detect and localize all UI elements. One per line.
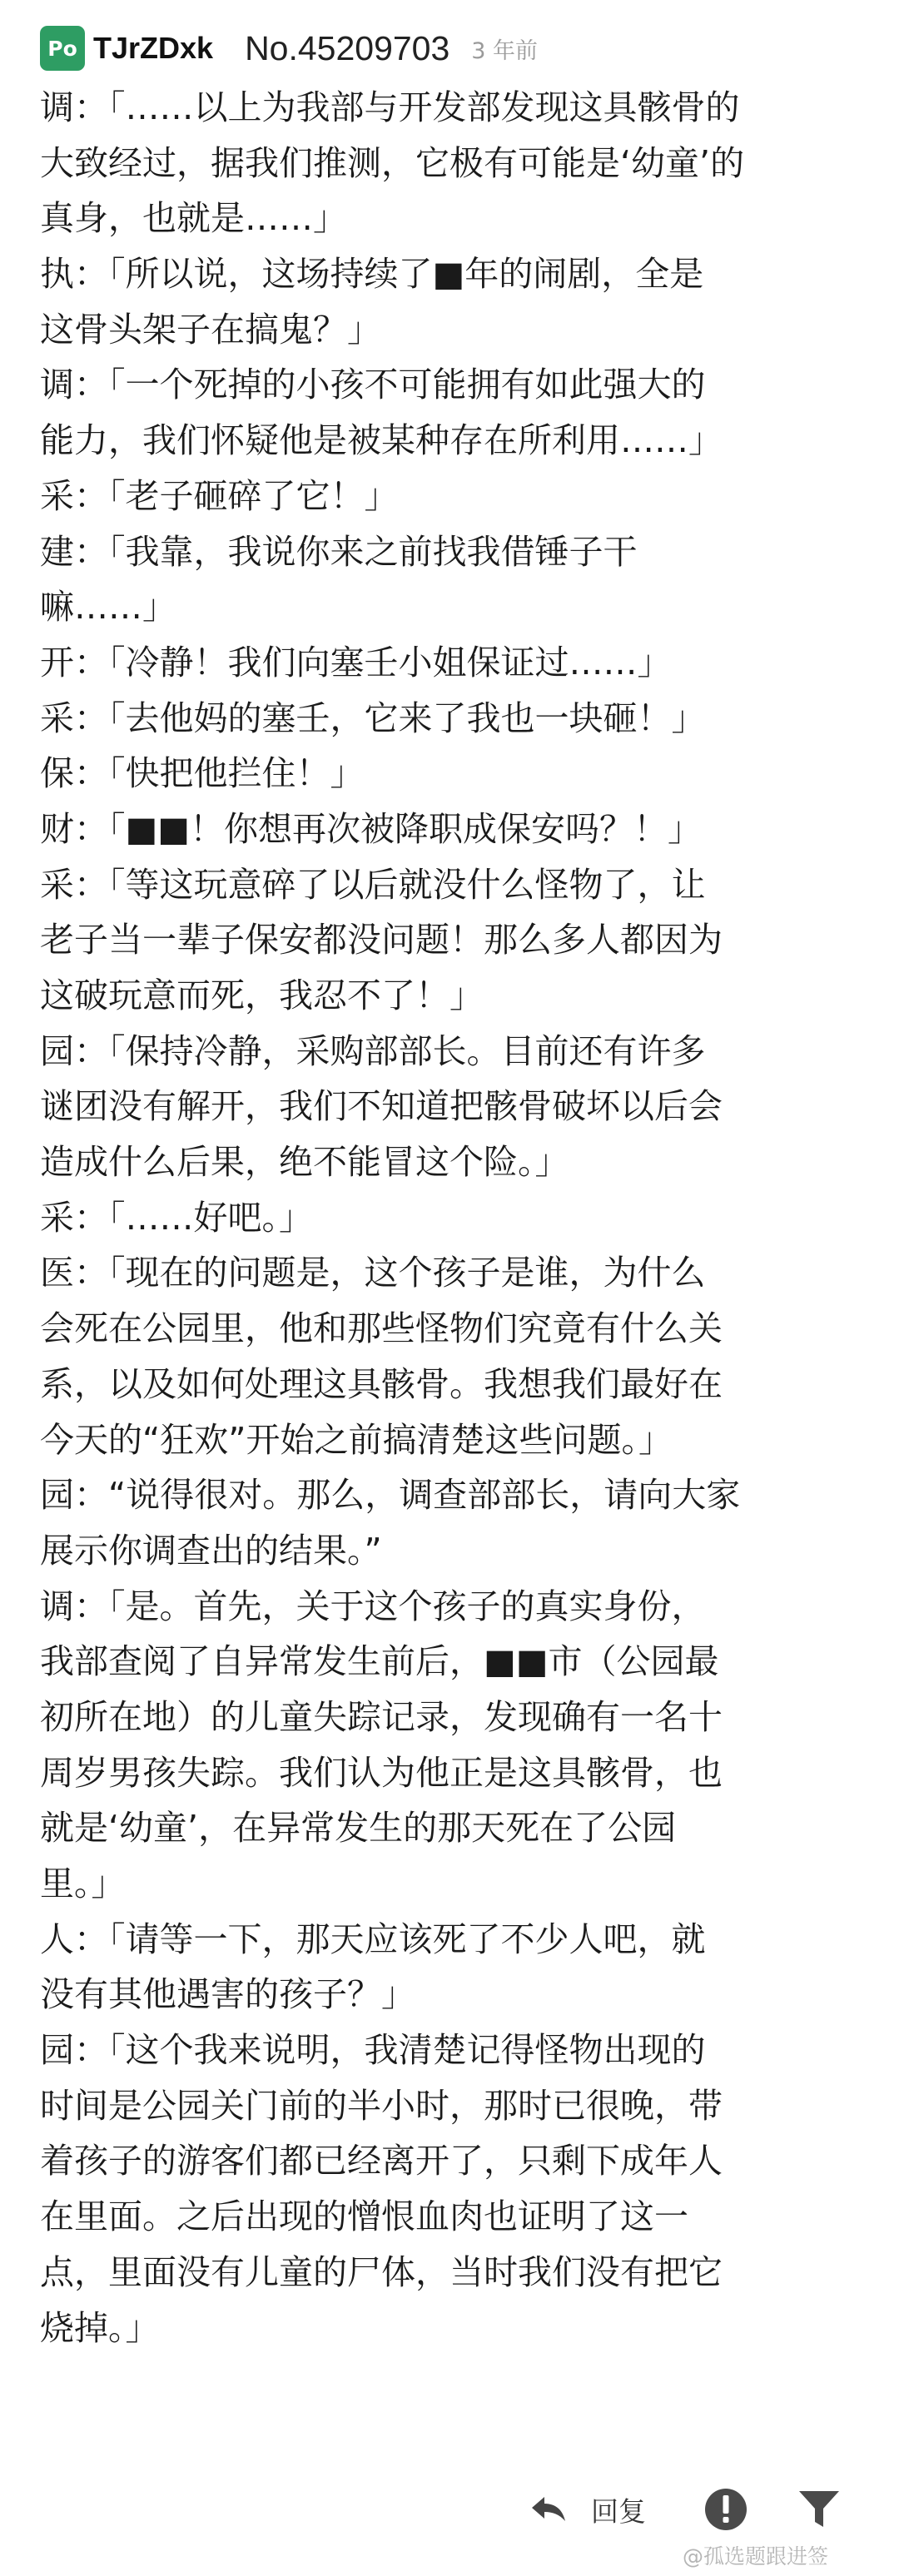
content-line: 财：「■■！你想再次被降职成保安吗？！」 <box>40 808 702 849</box>
po-badge: Po <box>40 26 85 71</box>
filter-funnel-icon <box>797 2518 841 2534</box>
content-line: 展示你调查出的结果。” <box>40 1530 382 1571</box>
content-line: 嘛……」 <box>40 587 176 628</box>
reply-arrow-icon <box>529 2492 568 2529</box>
watermark: @孤选题跟进签 <box>683 2544 829 2569</box>
content-line: 造成什么后果，绝不能冒这个险。」 <box>40 1142 569 1183</box>
reply-label: 回复 <box>591 2495 646 2528</box>
content-line: 时间是公园关门前的半小时，那时已很晚，带 <box>40 2085 723 2126</box>
content-line: 这破玩意而死，我忍不了！」 <box>40 975 484 1015</box>
content-line: 就是‘幼童’，在异常发生的那天死在了公园 <box>40 1808 677 1849</box>
content-line: 开：「冷静！我们向塞壬小姐保证过……」 <box>40 642 672 682</box>
content-line: 园：「这个我来说明，我清楚记得怪物出现的 <box>40 2030 706 2071</box>
content-line: 采：「老子砸碎了它！」 <box>40 475 399 516</box>
content-line: 医：「现在的问题是，这个孩子是谁，为什么 <box>40 1253 706 1293</box>
content-line: 谜团没有解开，我们不知道把骸骨破坏以后会 <box>40 1086 723 1127</box>
content-line: 采：「去他妈的塞壬，它来了我也一块砸！」 <box>40 697 706 738</box>
content-line: 周岁男孩失踪。我们认为他正是这具骸骨，也 <box>40 1752 723 1793</box>
content-line: 建：「我靠，我说你来之前找我借锤子干 <box>40 531 638 572</box>
content-line: 没有其他遇害的孩子？」 <box>40 1974 415 2015</box>
content-line: 调：「……以上为我部与开发部发现这具骸骨的 <box>40 87 740 127</box>
content-line: 能力，我们怀疑他是被某种存在所利用……」 <box>40 420 723 461</box>
post-header <box>40 18 538 78</box>
content-line: 调：「一个死掉的小孩不可能拥有如此强大的 <box>40 365 706 405</box>
content-line: 调：「是。首先，关于这个孩子的真实身份， <box>40 1586 706 1626</box>
content-line: 我部查阅了自异常发生前后，■■市（公园最 <box>40 1641 719 1682</box>
content-line: 今天的“狂欢”开始之前搞清楚这些问题。」 <box>40 1419 673 1460</box>
reply-button[interactable] <box>529 2490 646 2529</box>
content-line: 园：“说得很对。那么，调查部部长，请向大家 <box>40 1475 741 1516</box>
content-line: 真身，也就是……」 <box>40 198 347 239</box>
username[interactable]: TJrZDxk <box>93 31 214 65</box>
content-line: 人：「请等一下，那天应该死了不少人吧，就 <box>40 1918 706 1959</box>
content-line: 执：「所以说，这场持续了■年的闹剧，全是 <box>40 254 704 295</box>
content-line: 园：「保持冷静，采购部部长。目前还有许多 <box>40 1030 706 1071</box>
content-line: 老子当一辈子保安都没问题！那么多人都因为 <box>40 920 723 960</box>
post-number[interactable]: No.45209703 <box>245 28 450 67</box>
content-line: 在里面。之后出现的憎恨血肉也证明了这一 <box>40 2196 688 2237</box>
content-line: 大致经过，据我们推测，它极有可能是‘幼童’的 <box>40 142 745 183</box>
content-line: 初所在地）的儿童失踪记录，发现确有一名十 <box>40 1696 723 1737</box>
content-line: 这骨头架子在搞鬼？」 <box>40 309 381 350</box>
post-time: 3 年前 <box>471 37 539 64</box>
content-line: 会死在公园里，他和那些怪物们究竟有什么关 <box>40 1308 723 1349</box>
post-content <box>40 80 864 2355</box>
content-line: 里。」 <box>40 1864 126 1903</box>
content-line: 系，以及如何处理这具骸骨。我想我们最好在 <box>40 1363 723 1404</box>
content-line: 着孩子的游客们都已经离开了，只剩下成年人 <box>40 2141 723 2181</box>
content-line: 采：「等这玩意碎了以后就没什么怪物了，让 <box>40 864 706 905</box>
report-button[interactable] <box>703 2487 748 2535</box>
content-line: 点，里面没有儿童的尸体，当时我们没有把它 <box>40 2251 723 2292</box>
report-warning-icon <box>703 2519 748 2535</box>
content-line: 保：「快把他拦住！」 <box>40 753 365 794</box>
filter-button[interactable] <box>797 2489 841 2534</box>
content-line: 烧掉。」 <box>40 2307 160 2348</box>
content-line: 采：「……好吧。」 <box>40 1197 313 1238</box>
